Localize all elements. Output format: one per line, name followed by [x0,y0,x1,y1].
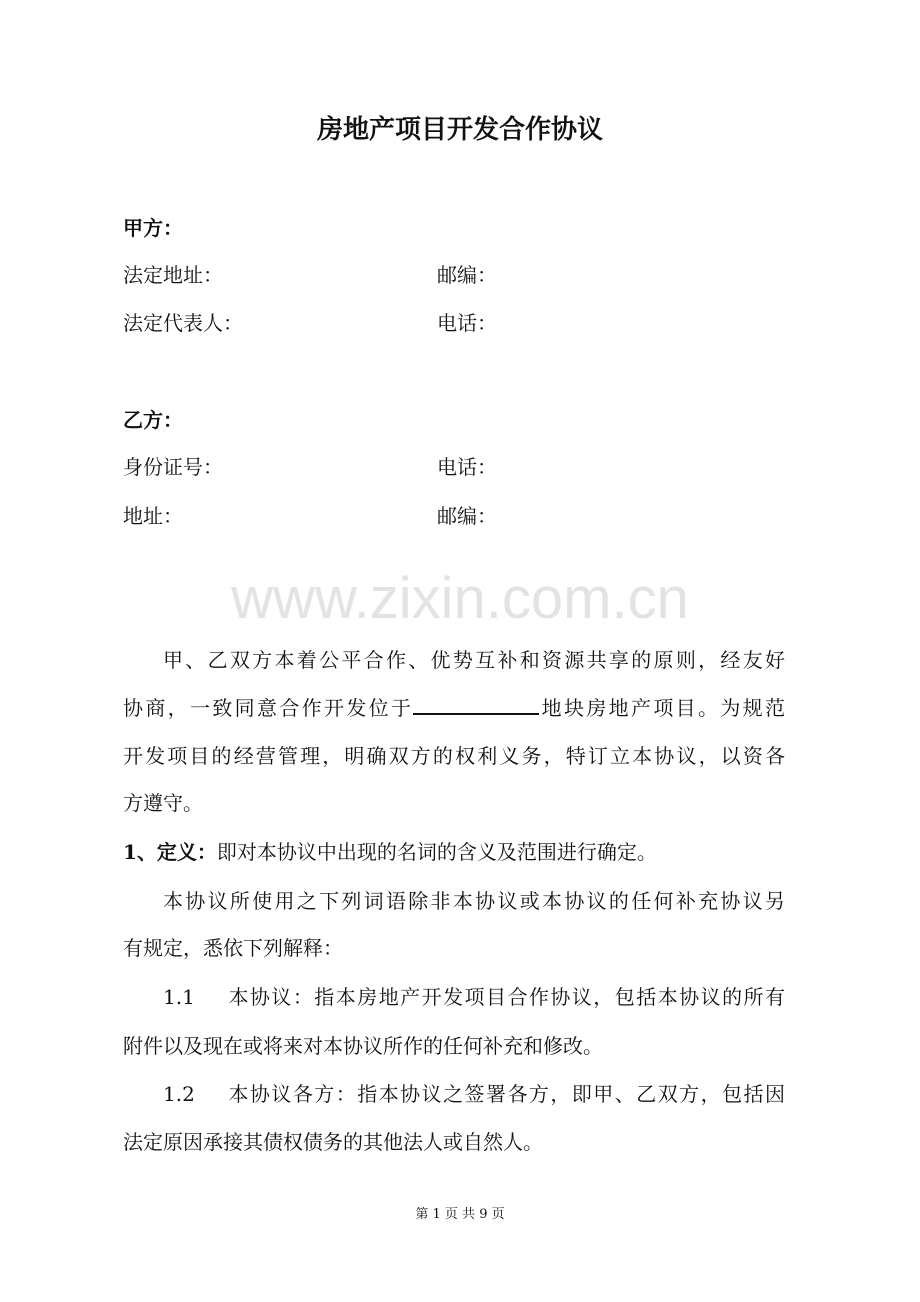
party-a-postcode: 邮编： [437,263,497,287]
intro-text: 协商，一致同意合作开发位于 [123,696,414,720]
party-a-phone: 电话： [437,311,497,335]
party-b-id-number: 身份证号： [123,455,223,479]
party-b-address: 地址： [123,504,183,528]
para-line: 本协议所使用之下列词语除非本协议或本协议的任何补充协议另 [163,889,785,913]
party-a-representative: 法定代表人： [123,311,243,335]
definition-item [163,1082,785,1106]
section-1-heading [123,840,785,864]
party-a-label: 甲方： [123,216,183,240]
intro-line [123,695,785,720]
location-blank [413,695,539,715]
para-line: 有规定，悉依下列解释： [123,936,343,960]
section-heading-text: 即对本协议中出现的名词的含义及范围进行确定。 [216,840,657,864]
item-number: 1.1 [163,985,195,1009]
item-text: 本协议：指本房地产开发项目合作协议，包括本协议的所有 [227,985,785,1009]
party-b-postcode: 邮编： [437,504,497,528]
intro-line: 甲、乙双方本着公平合作、优势互补和资源共享的原则，经友好 [163,648,785,672]
party-a-address: 法定地址： [123,263,223,287]
definition-item [163,985,785,1009]
item-number: 1.2 [163,1082,195,1106]
page-footer: 第 1 页 共 9 页 [415,1207,505,1222]
intro-line: 方遵守。 [123,791,203,815]
definition-item-cont: 附件以及现在或将来对本协议所作的任何补充和修改。 [123,1034,603,1058]
definition-item-cont: 法定原因承接其债权债务的其他法人或自然人。 [123,1130,543,1154]
intro-text: 地块房地产项目。为规范 [539,696,786,720]
document-title: 房地产项目开发合作协议 [316,115,603,145]
section-heading: 1、定义： [123,840,217,864]
intro-line: 开发项目的经营管理，明确双方的权利义务，特订立本协议，以资各 [123,744,785,768]
party-b-label: 乙方： [123,408,183,432]
item-text: 本协议各方：指本协议之签署各方，即甲、乙双方，包括因 [227,1082,785,1106]
party-b-phone: 电话： [437,455,497,479]
watermark: www.zixin.com.cn [231,566,689,631]
